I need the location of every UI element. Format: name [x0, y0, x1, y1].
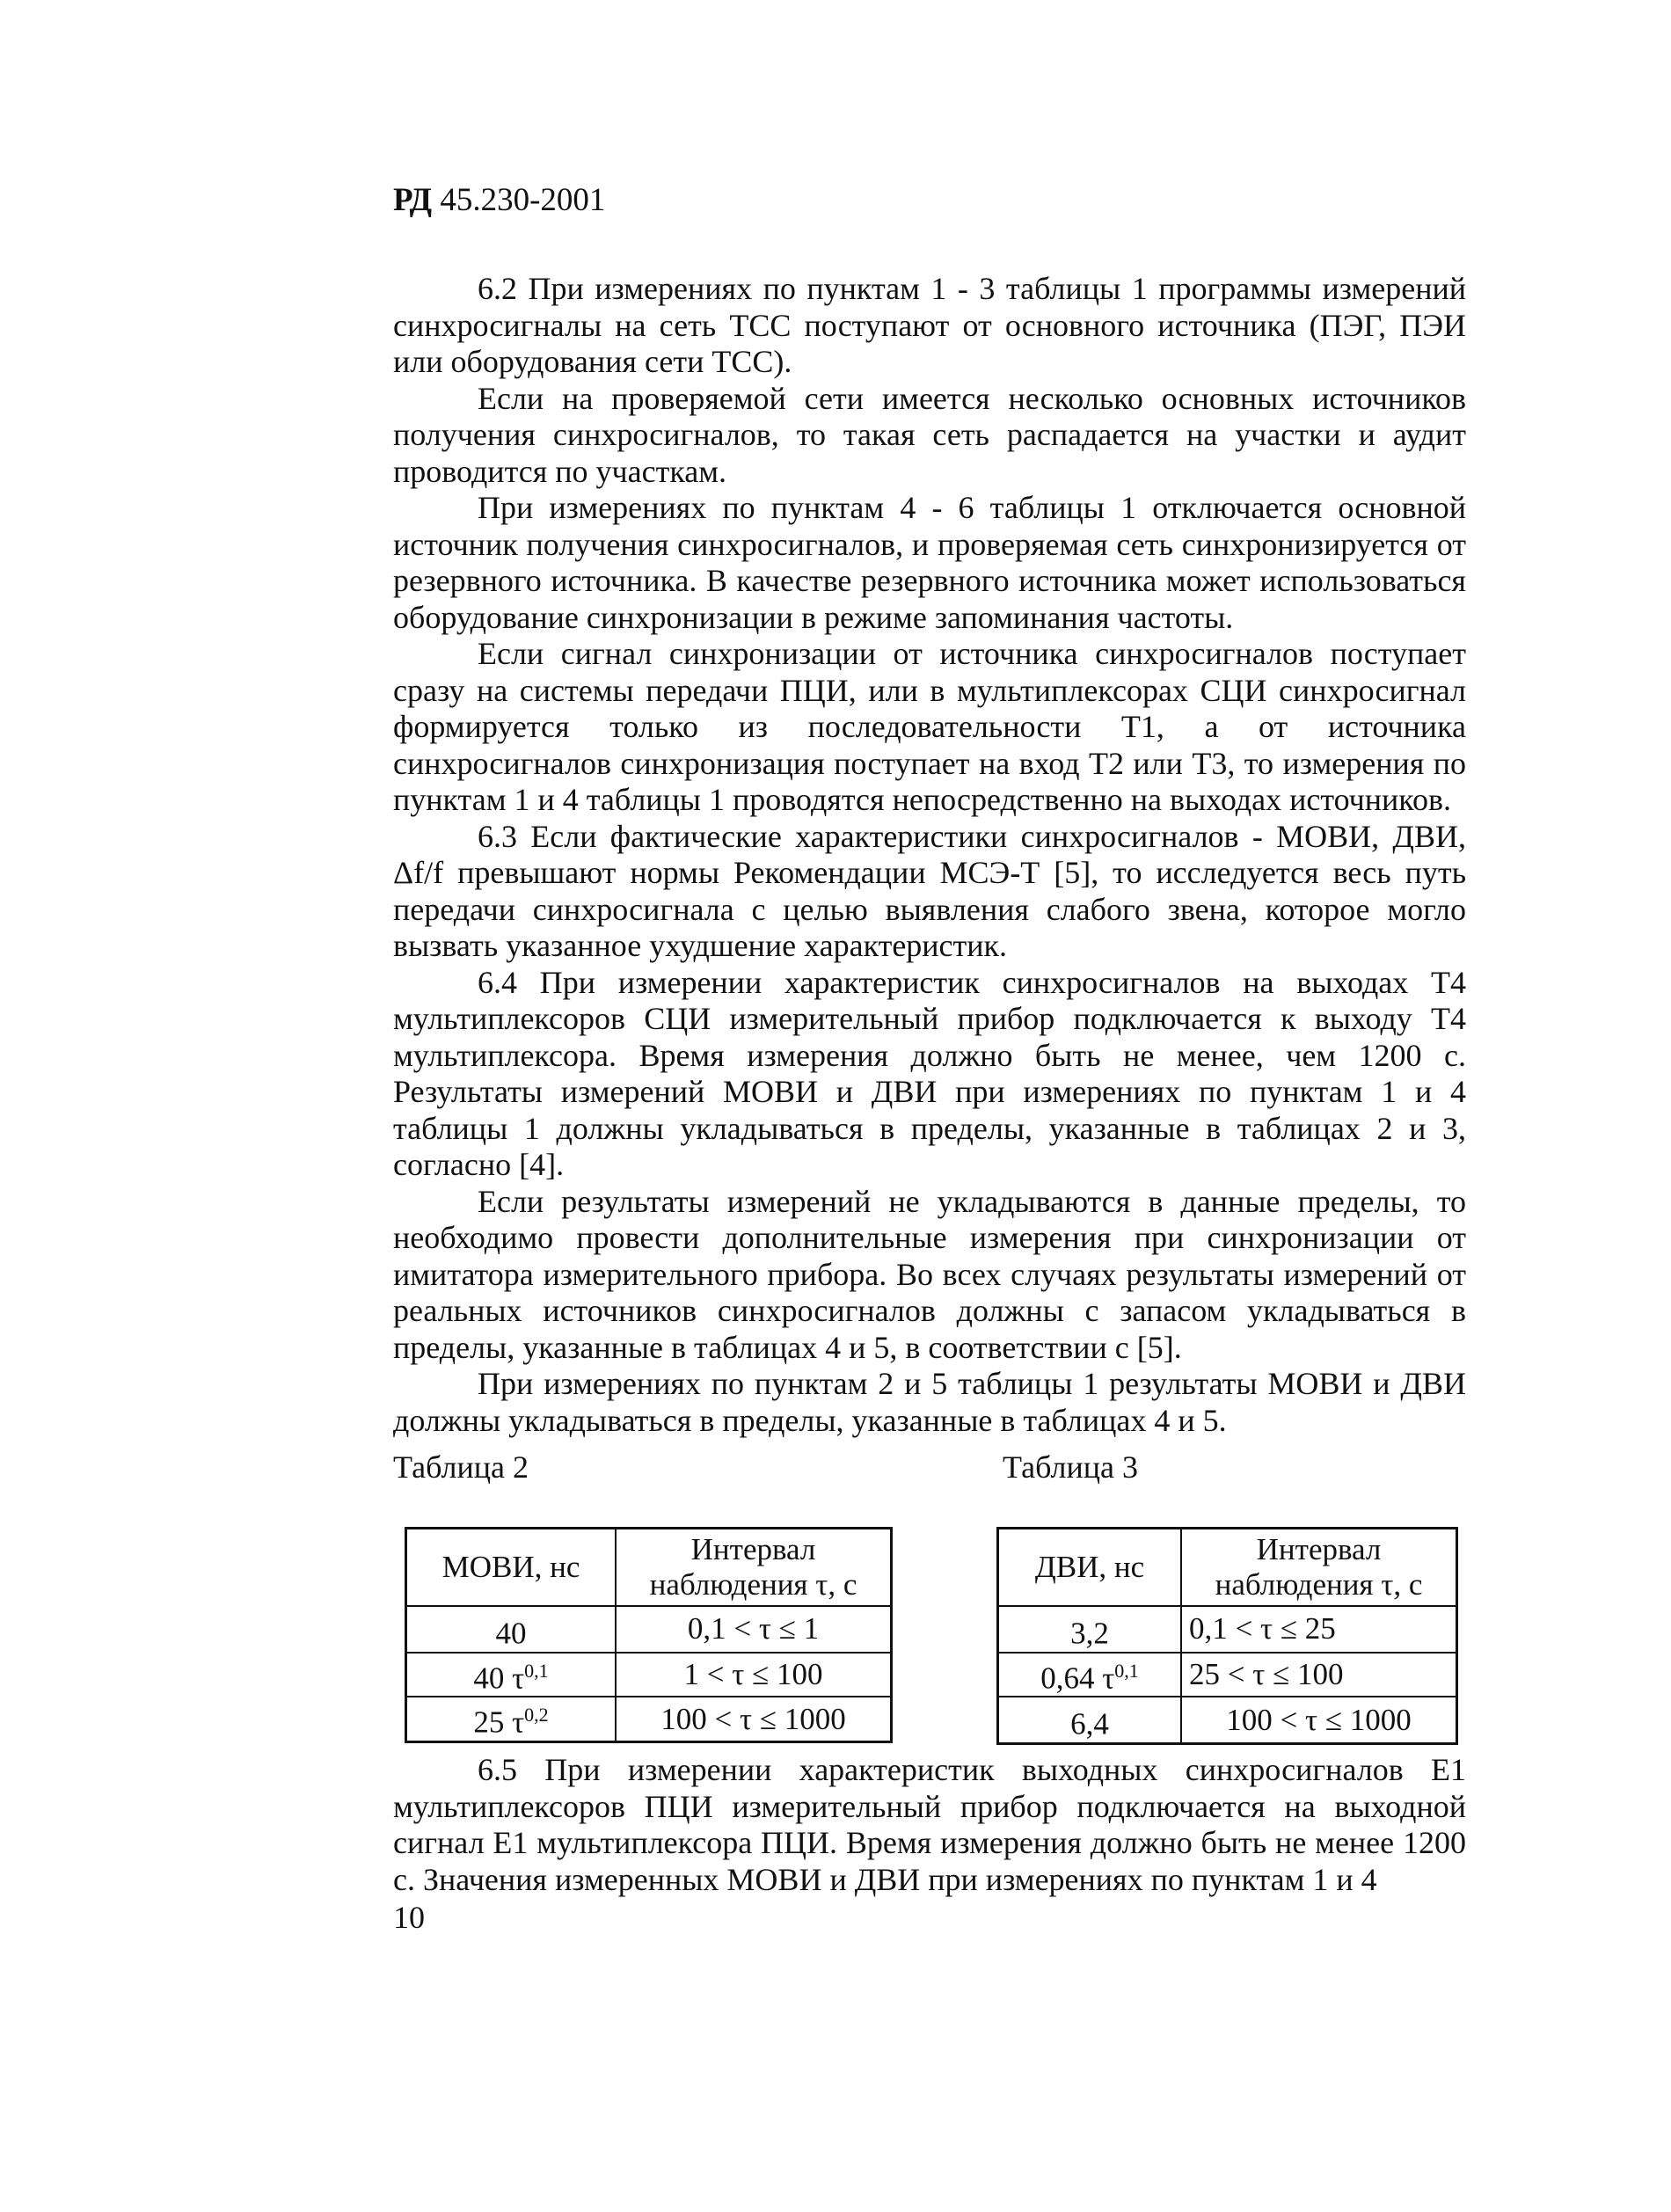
table2-interval-cell: 100 < τ ≤ 1000	[616, 1697, 892, 1741]
table2-exponent: 0,2	[524, 1704, 549, 1727]
document-header	[393, 181, 605, 220]
table3-interval-cell: 100 < τ ≤ 1000	[1181, 1697, 1457, 1743]
table3-col2-header	[1181, 1529, 1457, 1607]
table3	[996, 1527, 1458, 1745]
table2-caption: Таблица 2	[393, 1449, 529, 1485]
table-row	[406, 1606, 892, 1653]
paragraph-6-2: 6.2 При измерениях по пунктам 1 - 3 таблицы 1 программы измерений синхросигналы на сеть ТСС поступают от основного источника (ПЭГ, ПЭИ или оборудования сети ТСС).	[393, 271, 1466, 379]
table3-col2-header-line2: наблюдения τ, с	[1215, 1567, 1423, 1602]
table2-col2-header	[616, 1529, 892, 1607]
paragraph-6-4: 6.4 При измерении характеристик синхросигналов на выходах Т4 мультиплексоров СЦИ измерительный прибор подключается к выходу Т4 мультиплексора. Время измерения должно быть не менее, чем 1200 с. Результаты измерений МОВИ и ДВИ при измерениях по пунктам 1 и 4 таблицы 1 должны укладываться в пределы, указанные в таблицах 2 и 3, согласно [4].	[393, 964, 1466, 1182]
paragraph-items-4-6: При измерениях по пунктам 4 - 6 таблицы 1 отключается основной источник получения синхросигналов, и проверяемая сеть синхронизируется от резервного источника. В качестве резервного источника может использоваться оборудование синхронизации в режиме запоминания частоты.	[393, 490, 1466, 635]
table2-interval-cell: 1 < τ ≤ 100	[616, 1653, 892, 1697]
table2-value: 40	[495, 1616, 527, 1651]
table2-value-cell	[406, 1606, 617, 1653]
table2-value-cell	[406, 1697, 617, 1741]
table3-header-row	[998, 1529, 1457, 1607]
doc-prefix: РД	[393, 182, 433, 218]
table2-interval-cell: 0,1 < τ ≤ 1	[616, 1606, 892, 1653]
paragraph-items-2-5: При измерениях по пунктам 2 и 5 таблицы 1 результаты МОВИ и ДВИ должны укладываться в пределы, указанные в таблицах 4 и 5.	[393, 1366, 1466, 1438]
table3-value: 0,64 τ	[1040, 1661, 1115, 1696]
table3-caption: Таблица 3	[1003, 1449, 1138, 1485]
page-number: 10	[393, 1900, 425, 1935]
table-row	[406, 1653, 892, 1697]
table2-value: 25 τ	[473, 1705, 525, 1740]
table-row	[406, 1697, 892, 1741]
paragraph-6-3: 6.3 Если фактические характеристики синхросигналов - МОВИ, ДВИ, Δf/f превышают нормы Рекомендации МСЭ-Т [5], то исследуется весь путь передачи синхросигнала с целью выявления слабого звена, которое могло вызвать указанное ухудшение характеристик.	[393, 818, 1466, 963]
table2	[405, 1527, 893, 1743]
table2-col1-header: МОВИ, нс	[406, 1529, 617, 1607]
table-row	[998, 1697, 1457, 1743]
table3-value-cell	[998, 1697, 1182, 1743]
table3-col1-header: ДВИ, нс	[998, 1529, 1182, 1607]
table2-col2-header-line2: наблюдения τ, с	[649, 1567, 857, 1602]
table3-interval-cell: 0,1 < τ ≤ 25	[1181, 1606, 1457, 1653]
doc-number: 45.230-2001	[432, 182, 606, 218]
table3-exponent: 0,1	[1114, 1659, 1139, 1682]
table-row	[998, 1606, 1457, 1653]
table3-col2-header-line1: Интервал	[1256, 1532, 1382, 1566]
paragraph-6-5: 6.5 При измерении характеристик выходных синхросигналов Е1 мультиплексоров ПЦИ измерительный прибор подключается на выходной сигнал Е1 мультиплексора ПЦИ. Время измерения должно быть не менее 1200 с. Значения измеренных МОВИ и ДВИ при измерениях по пунктам 1 и 4	[393, 1752, 1466, 1897]
paragraph-out-of-limits: Если результаты измерений не укладываются в данные пределы, то необходимо провести дополнительные измерения при синхронизации от имитатора измерительного прибора. Во всех случаях результаты измерений от реальных источников синхросигналов должны с запасом укладываться в пределы, указанные в таблицах 4 и 5, в соответствии с [5].	[393, 1183, 1466, 1365]
table3-value: 3,2	[1070, 1616, 1109, 1651]
table3-value: 6,4	[1070, 1706, 1109, 1741]
body-text	[393, 271, 1466, 1439]
table2-col2-header-line1: Интервал	[690, 1532, 816, 1566]
table3-value-cell	[998, 1653, 1182, 1697]
table3-interval-cell: 25 < τ ≤ 100	[1181, 1653, 1457, 1697]
table-row	[998, 1653, 1457, 1697]
table2-value-cell	[406, 1653, 617, 1697]
table2-value: 40 τ	[473, 1661, 525, 1696]
paragraph-direct-signal: Если сигнал синхронизации от источника синхросигналов поступает сразу на системы передачи ПЦИ, или в мультиплексорах СЦИ синхросигнал формируется только из последовательности Т1, а от источника синхросигналов синхронизация поступает на вход Т2 или Т3, то измерения по пунктам 1 и 4 таблицы 1 проводятся непосредственно на выходах источников.	[393, 636, 1466, 817]
table2-header-row	[406, 1529, 892, 1607]
paragraph-several-sources: Если на проверяемой сети имеется несколько основных источников получения синхросигналов, то такая сеть распадается на участки и аудит проводится по участкам.	[393, 380, 1466, 489]
table2-exponent: 0,1	[524, 1659, 549, 1682]
table3-value-cell	[998, 1606, 1182, 1653]
